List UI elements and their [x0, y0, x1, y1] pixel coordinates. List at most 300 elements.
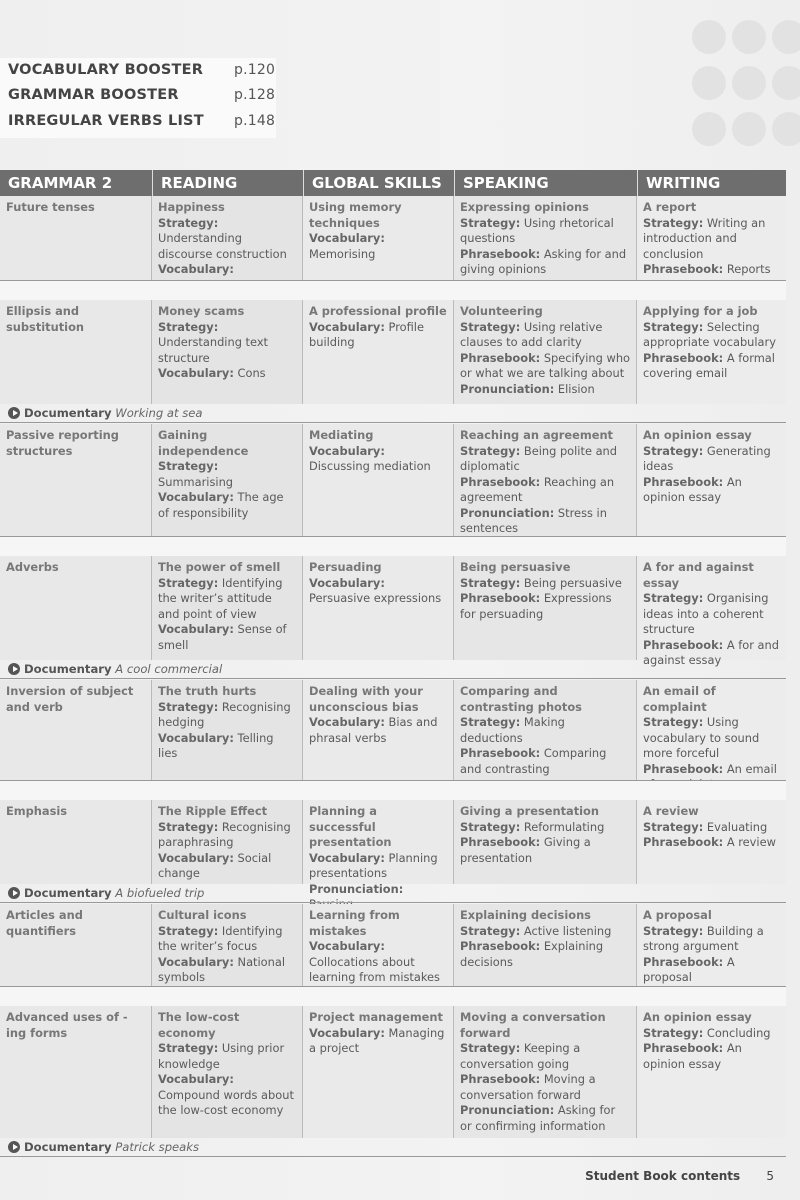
grammar-cell — [0, 196, 152, 280]
page-footer — [585, 1169, 774, 1183]
booster-irregular-verbs[interactable] — [8, 113, 794, 137]
documentary-title: Patrick speaks — [115, 1140, 200, 1154]
detail-label: Strategy: — [643, 443, 704, 458]
reading-cell — [152, 300, 303, 404]
row-spacer — [0, 781, 786, 800]
global-cell — [303, 680, 454, 780]
detail-label: Phrasebook: — [643, 474, 724, 489]
detail-text: Active listening — [520, 923, 612, 938]
writing-cell — [637, 680, 786, 780]
detail-label: Vocabulary: — [309, 575, 385, 590]
detail-text: A review — [723, 835, 776, 849]
speaking-detail — [460, 506, 630, 537]
detail-text: Asking for and giving opinions — [460, 246, 627, 276]
booster-page: p.148 — [234, 113, 276, 129]
detail-label: Strategy: — [643, 923, 704, 938]
speaking-detail — [460, 382, 630, 398]
reading-title: Cultural icons — [158, 908, 247, 922]
speaking-cell — [454, 800, 637, 884]
writing-title: A review — [643, 804, 699, 818]
detail-label: Phrasebook: — [460, 246, 541, 261]
row-spacer — [0, 281, 786, 300]
writing-title: An email of complaint — [643, 684, 716, 714]
grammar-topic: Articles and quantifiers — [6, 908, 83, 938]
detail-text: Concluding — [703, 1025, 771, 1040]
documentary-label: Documentary — [24, 886, 112, 900]
global-cell — [303, 300, 454, 404]
detail-label: Strategy: — [643, 715, 704, 729]
detail-text: Understanding text structure — [158, 335, 269, 365]
writing-detail — [643, 475, 780, 506]
detail-text: Reports — [723, 262, 771, 276]
booster-label: IRREGULAR VERBS LIST — [8, 113, 204, 129]
reading-title: Happiness — [158, 200, 225, 214]
writing-title: A proposal — [643, 908, 712, 922]
detail-label: Strategy: — [460, 819, 521, 834]
detail-text: Giving a presentation — [460, 835, 591, 865]
detail-label: Strategy: — [460, 443, 521, 458]
booster-label: GRAMMAR BOOSTER — [8, 87, 179, 103]
reading-cell — [152, 196, 303, 280]
detail-text: Generating ideas — [643, 443, 771, 473]
writing-cell — [637, 196, 786, 280]
documentary-link[interactable] — [8, 404, 203, 422]
detail-label: Strategy: — [158, 699, 219, 714]
grammar-cell — [0, 556, 152, 660]
booster-references — [0, 58, 276, 138]
speaking-title: Being persuasive — [460, 560, 571, 574]
speaking-detail — [460, 924, 630, 940]
detail-text: Cons — [233, 366, 266, 380]
detail-label: Phrasebook: — [460, 591, 541, 605]
documentary-label: Documentary — [24, 1140, 112, 1154]
detail-text: Evaluating — [703, 819, 768, 834]
row-divider — [0, 902, 786, 903]
table-row — [0, 196, 786, 280]
detail-label: Vocabulary: — [309, 319, 385, 334]
documentary-link[interactable] — [8, 660, 222, 678]
grammar-cell — [0, 300, 152, 404]
reading-detail — [158, 366, 296, 382]
grammar-topic: Ellipsis and substitution — [6, 304, 85, 334]
writing-detail — [643, 1041, 780, 1072]
speaking-detail — [460, 216, 630, 247]
speaking-detail — [460, 746, 630, 777]
detail-label: Phrasebook: — [460, 1072, 541, 1086]
detail-label: Strategy: — [158, 819, 219, 834]
detail-text: Building a strong argument — [643, 923, 764, 953]
detail-text: Using rhetorical questions — [460, 215, 614, 245]
writing-cell — [637, 556, 786, 667]
reading-title: The low-cost economy — [158, 1010, 240, 1040]
reading-detail — [158, 459, 296, 490]
global-cell — [303, 196, 454, 280]
detail-label: Vocabulary: — [158, 490, 234, 504]
global-cell — [303, 800, 454, 896]
detail-label: Phrasebook: — [643, 835, 724, 849]
speaking-detail — [460, 1041, 630, 1072]
writing-detail — [643, 351, 780, 382]
global-cell — [303, 556, 454, 660]
header-speaking: SPEAKING — [454, 170, 637, 196]
detail-label: Strategy: — [158, 575, 219, 590]
detail-label: Phrasebook: — [643, 637, 724, 652]
writing-title: A report — [643, 200, 697, 214]
documentary-title: A biofueled trip — [115, 886, 205, 900]
detail-text: Social change — [158, 850, 272, 880]
speaking-detail — [460, 247, 630, 278]
detail-label: Vocabulary: — [158, 730, 234, 745]
documentary-label: Documentary — [24, 662, 112, 676]
writing-detail — [643, 1026, 780, 1042]
reading-detail — [158, 700, 296, 731]
detail-text: Specifying who or what we are talking about — [460, 350, 631, 380]
grammar-cell — [0, 904, 152, 986]
detail-label: Strategy: — [643, 591, 704, 605]
reading-title: The truth hurts — [158, 684, 257, 698]
row-spacer — [0, 537, 786, 556]
speaking-detail — [460, 820, 630, 836]
detail-text: Making deductions — [460, 715, 565, 745]
header-grammar: GRAMMAR 2 — [0, 170, 152, 196]
writing-title: An opinion essay — [643, 1010, 752, 1024]
speaking-cell — [454, 556, 637, 660]
speaking-title: Comparing and contrasting photos — [460, 684, 582, 714]
speaking-cell — [454, 680, 637, 780]
global-detail — [309, 1026, 447, 1057]
detail-text: Recognising hedging — [158, 699, 291, 729]
detail-text: Compound words about the low-cost economy — [158, 1087, 294, 1117]
reading-cell — [152, 556, 303, 660]
global-title: A professional profile — [309, 304, 447, 318]
grammar-topic: Passive reporting structures — [6, 428, 119, 458]
global-detail — [309, 576, 447, 607]
detail-text: Bias and phrasal verbs — [309, 715, 438, 745]
table-row — [0, 300, 786, 404]
detail-text: Managing a project — [309, 1025, 445, 1055]
detail-text: Selecting appropriate vocabulary — [643, 319, 776, 349]
detail-text: Keeping a conversation going — [460, 1041, 581, 1071]
row-divider — [0, 1156, 786, 1157]
reading-title: The Ripple Effect — [158, 804, 268, 818]
detail-text: Memorising — [309, 246, 376, 261]
detail-label: Strategy: — [460, 215, 521, 230]
detail-label: Phrasebook: — [643, 262, 724, 276]
global-detail — [309, 715, 447, 746]
writing-cell — [637, 1006, 786, 1138]
detail-label: Vocabulary: — [158, 1072, 234, 1086]
reading-cell — [152, 904, 303, 986]
table-row — [0, 904, 786, 986]
global-detail — [309, 444, 447, 475]
detail-label: Vocabulary: — [158, 622, 234, 636]
writing-detail — [643, 820, 780, 836]
global-title: Planning a successful presentation — [309, 804, 392, 849]
detail-text: Using relative clauses to add clarity — [460, 319, 603, 349]
detail-label: Pronunciation: — [460, 505, 555, 520]
global-title: Learning from mistakes — [309, 908, 400, 938]
header-reading: READING — [152, 170, 303, 196]
detail-label: Vocabulary: — [309, 939, 385, 953]
detail-label: Strategy: — [158, 1041, 219, 1055]
reading-detail — [158, 576, 296, 623]
reading-title: Gaining independence — [158, 428, 249, 458]
reading-cell — [152, 800, 303, 884]
row-divider — [0, 678, 786, 679]
page-number: 5 — [766, 1169, 774, 1183]
detail-text: Understanding discourse construction — [158, 231, 287, 261]
speaking-title: Moving a conversation forward — [460, 1010, 606, 1040]
detail-label: Pronunciation: — [460, 1103, 555, 1117]
grammar-cell — [0, 800, 152, 884]
detail-text: Writing an introduction and conclusion — [643, 215, 766, 261]
detail-text: Moving a conversation forward — [460, 1072, 596, 1102]
detail-text: Being polite and diplomatic — [460, 443, 617, 473]
detail-text: Reaching an agreement — [460, 474, 615, 504]
grammar-cell — [0, 1006, 152, 1138]
reading-detail — [158, 1072, 296, 1119]
writing-cell — [637, 800, 786, 884]
global-cell — [303, 424, 454, 536]
speaking-cell — [454, 1006, 637, 1138]
detail-text: Explaining decisions — [460, 939, 604, 969]
booster-grammar[interactable] — [8, 87, 794, 111]
writing-detail — [643, 262, 780, 278]
detail-text: Using prior knowledge — [158, 1041, 285, 1071]
detail-text: A for and against essay — [643, 637, 779, 667]
speaking-detail — [460, 715, 630, 746]
speaking-detail — [460, 1103, 630, 1134]
global-detail — [309, 320, 447, 351]
detail-text: Stress in sentences — [460, 505, 607, 535]
documentary-title: A cool commercial — [115, 662, 223, 676]
detail-label: Strategy: — [460, 319, 521, 334]
detail-label: Phrasebook: — [460, 939, 541, 953]
global-detail — [309, 939, 447, 986]
writing-detail — [643, 835, 780, 851]
documentary-link[interactable] — [8, 1138, 199, 1156]
detail-label: Strategy: — [643, 319, 704, 334]
detail-text: The age of responsibility — [158, 490, 284, 520]
detail-label: Phrasebook: — [460, 474, 541, 489]
writing-detail — [643, 444, 780, 475]
documentary-link[interactable] — [8, 884, 204, 902]
detail-text: Identifying the writer’s attitude and point of view — [158, 575, 283, 621]
writing-title: An opinion essay — [643, 428, 752, 442]
detail-text: Sense of smell — [158, 622, 287, 652]
global-title: Using memory techniques — [309, 200, 402, 230]
writing-cell — [637, 424, 786, 536]
grammar-cell — [0, 424, 152, 536]
detail-label: Vocabulary: — [309, 715, 385, 729]
detail-text: A proposal — [643, 954, 735, 984]
table-row — [0, 1006, 786, 1138]
booster-page: p.128 — [234, 87, 276, 103]
speaking-detail — [460, 320, 630, 351]
global-title: Dealing with your unconscious bias — [309, 684, 423, 714]
detail-label: Strategy: — [460, 575, 521, 590]
detail-text: Profile building — [309, 319, 424, 349]
speaking-title: Explaining decisions — [460, 908, 591, 922]
reading-detail — [158, 216, 296, 263]
detail-label: Vocabulary: — [158, 850, 234, 865]
detail-text: Summarising — [158, 474, 234, 489]
reading-detail — [158, 320, 296, 367]
play-icon — [8, 663, 20, 675]
writing-title: Applying for a job — [643, 304, 758, 318]
detail-label: Phrasebook: — [460, 350, 541, 365]
detail-text: Asking for or confirming information — [460, 1103, 616, 1133]
detail-label: Pronunciation: — [309, 881, 404, 896]
global-cell — [303, 904, 454, 986]
detail-label: Strategy: — [460, 923, 521, 938]
detail-label: Strategy: — [158, 215, 219, 230]
reading-cell — [152, 424, 303, 536]
writing-cell — [637, 300, 786, 404]
detail-text: Elision — [554, 381, 595, 396]
global-title: Project management — [309, 1010, 443, 1024]
detail-text: A formal covering email — [643, 350, 775, 380]
detail-text: An opinion essay — [643, 1041, 742, 1071]
documentary-title: Working at sea — [115, 406, 203, 420]
grammar-topic: Inversion of subject and verb — [6, 684, 134, 714]
reading-cell — [152, 680, 303, 780]
writing-detail — [643, 638, 780, 669]
play-icon — [8, 887, 20, 899]
table-row — [0, 680, 786, 780]
detail-text: Reformulating — [520, 819, 605, 834]
detail-label: Strategy: — [643, 819, 704, 834]
global-title: Persuading — [309, 560, 382, 574]
reading-title: The power of smell — [158, 560, 281, 574]
global-cell — [303, 1006, 454, 1138]
detail-label: Phrasebook: — [643, 350, 724, 365]
reading-detail — [158, 490, 296, 521]
detail-label: Vocabulary: — [309, 443, 385, 458]
detail-text: National symbols — [158, 954, 286, 984]
writing-detail — [643, 320, 780, 351]
footer-label: Student Book contents — [585, 1169, 741, 1183]
detail-label: Strategy: — [158, 923, 219, 938]
detail-label: Vocabulary: — [309, 850, 385, 865]
detail-label: Vocabulary: — [158, 262, 234, 276]
detail-text: Recognising paraphrasing — [158, 819, 291, 849]
reading-detail — [158, 955, 296, 986]
grammar-topic: Advanced uses of -ing forms — [6, 1010, 128, 1040]
detail-label: Strategy: — [158, 459, 219, 473]
detail-label: Vocabulary: — [158, 954, 234, 969]
grammar-topic: Adverbs — [6, 560, 59, 574]
speaking-detail — [460, 939, 630, 970]
detail-label: Vocabulary: — [309, 231, 385, 245]
table-row — [0, 556, 786, 667]
detail-label: Phrasebook: — [643, 954, 724, 969]
detail-label: Phrasebook: — [643, 761, 724, 776]
detail-label: Phrasebook: — [643, 1041, 724, 1055]
detail-label: Pronunciation: — [460, 381, 555, 396]
documentary-label: Documentary — [24, 406, 112, 420]
detail-text: An opinion essay — [643, 474, 742, 504]
detail-label: Phrasebook: — [460, 835, 541, 849]
speaking-detail — [460, 351, 630, 382]
row-divider — [0, 422, 786, 423]
header-global-skills: GLOBAL SKILLS — [303, 170, 454, 196]
detail-text: Collocations about learning from mistakes — [309, 954, 440, 984]
writing-detail — [643, 955, 780, 986]
detail-label: Vocabulary: — [158, 366, 234, 380]
reading-detail — [158, 622, 296, 653]
detail-text: Persuasive expressions — [309, 591, 442, 605]
reading-detail — [158, 924, 296, 955]
global-detail — [309, 231, 447, 262]
detail-label: Strategy: — [460, 1041, 521, 1055]
detail-text: Comparing and contrasting — [460, 746, 607, 776]
grammar-topic: Emphasis — [6, 804, 68, 818]
detail-text: Planning presentations — [309, 850, 438, 880]
speaking-cell — [454, 300, 637, 404]
reading-detail — [158, 1041, 296, 1072]
global-title: Mediating — [309, 428, 374, 442]
detail-text: Telling lies — [158, 730, 274, 760]
reading-cell — [152, 1006, 303, 1138]
detail-text: Being persuasive — [520, 575, 622, 590]
writing-detail — [643, 924, 780, 955]
detail-text: Expressions for persuading — [460, 591, 612, 621]
detail-label: Strategy: — [643, 215, 704, 230]
grammar-topic: Future tenses — [6, 200, 95, 214]
detail-text: Organising ideas into a coherent structure — [643, 591, 769, 636]
writing-detail — [643, 715, 780, 762]
row-spacer — [0, 987, 786, 1006]
speaking-title: Giving a presentation — [460, 804, 599, 818]
speaking-detail — [460, 576, 630, 592]
speaking-cell — [454, 904, 637, 986]
detail-text: Using vocabulary to sound more forceful — [643, 715, 760, 760]
detail-text: Identifying the writer’s focus — [158, 923, 283, 953]
reading-detail — [158, 851, 296, 882]
speaking-detail — [460, 835, 630, 866]
speaking-detail — [460, 444, 630, 475]
reading-detail — [158, 731, 296, 762]
detail-text: An email — [726, 761, 777, 776]
speaking-detail — [460, 475, 630, 506]
speaking-title: Volunteering — [460, 304, 543, 318]
detail-label: Strategy: — [643, 1025, 704, 1040]
grammar-cell — [0, 680, 152, 780]
speaking-detail — [460, 1072, 630, 1103]
detail-label: Vocabulary: — [309, 1025, 385, 1040]
booster-label: VOCABULARY BOOSTER — [8, 62, 204, 78]
reading-detail — [158, 820, 296, 851]
speaking-cell — [454, 196, 637, 280]
detail-text: Discussing mediation — [309, 459, 431, 473]
booster-vocabulary[interactable] — [8, 62, 794, 86]
speaking-title: Reaching an agreement — [460, 428, 613, 442]
speaking-title: Expressing opinions — [460, 200, 589, 214]
writing-detail — [643, 591, 780, 638]
play-icon — [8, 1141, 20, 1153]
speaking-detail — [460, 591, 630, 622]
play-icon — [8, 407, 20, 419]
writing-title: A for and against essay — [643, 560, 754, 590]
table-row — [0, 424, 786, 536]
reading-title: Money scams — [158, 304, 245, 318]
booster-page: p.120 — [234, 62, 276, 78]
detail-label: Strategy: — [460, 715, 521, 729]
header-writing: WRITING — [637, 170, 786, 196]
detail-label: Phrasebook: — [460, 746, 541, 760]
writing-cell — [637, 904, 786, 986]
